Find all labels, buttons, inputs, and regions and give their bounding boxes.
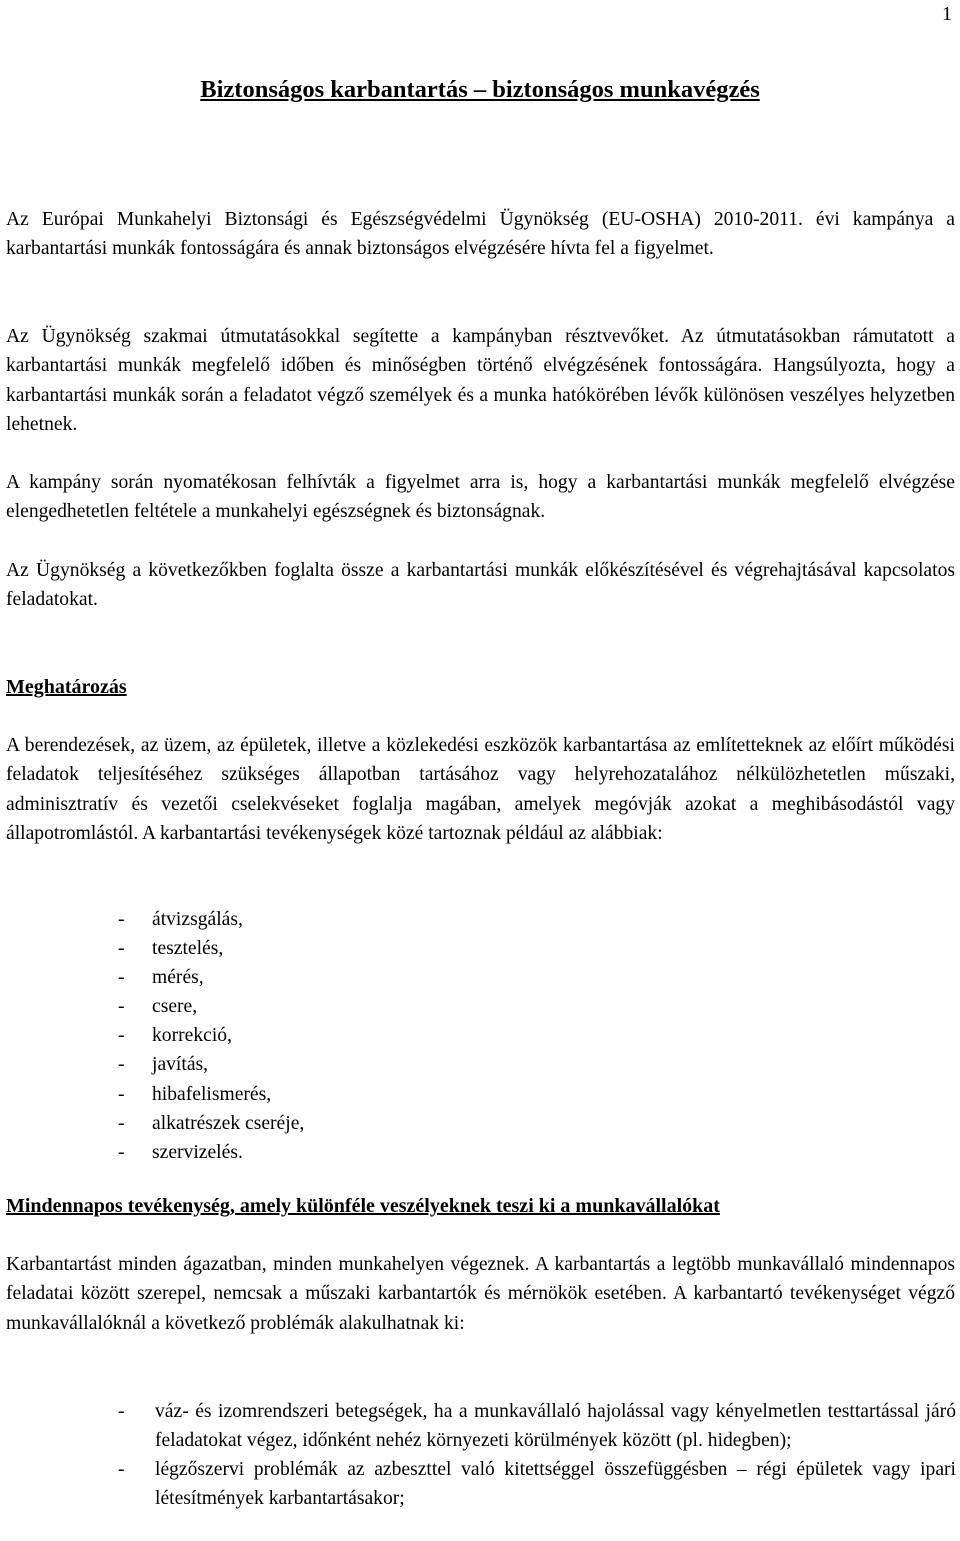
list-dash: -	[118, 996, 125, 1018]
list-item-text: korrekció,	[152, 1025, 232, 1047]
maintenance-activities-list	[118, 905, 304, 1167]
list-item	[118, 1080, 304, 1109]
intro-paragraph-3: A kampány során nyomatékosan felhívták a figyelmet arra is, hogy a karbantartási munkák megfelelő elvégzése elengedhetetlen feltétele a munkahelyi egészségnek és biztonságnak.	[6, 472, 955, 523]
daily-activity-heading: Mindennapos tevékenység, amely különféle veszélyeknek teszi ki a munkavállalókat	[6, 1195, 720, 1217]
list-item	[118, 934, 304, 963]
problems-list	[118, 1397, 956, 1513]
list-dash: -	[118, 1141, 125, 1163]
page-number: 1	[942, 3, 952, 25]
definition-paragraph: A berendezések, az üzem, az épületek, illetve a közlekedési eszközök karbantartása az említetteknek az előírt működési feladatok teljesítéséhez szükséges állapotban tartásához vagy helyrehozatalához nélkülözhetetlen műszaki, adminisztratív és vezetői cselekvéseket foglalja magában, amelyek megóvják azokat a meghibásodástól vagy állapotromlástól. A karbantartási tevékenységek közé tartoznak például az alábbiak:	[6, 735, 955, 844]
list-item	[118, 1455, 956, 1513]
list-dash: -	[118, 909, 125, 930]
list-item-text: csere,	[152, 996, 198, 1018]
list-item	[118, 1050, 304, 1079]
intro-paragraph-4: Az Ügynökség a következőkben foglalta össze a karbantartási munkák előkészítésével és végrehajtásával kapcsolatos feladatokat.	[6, 560, 955, 611]
list-item-text: alkatrészek cseréje,	[152, 1112, 305, 1134]
intro-paragraph-2: Az Ügynökség szakmai útmutatásokkal segítette a kampányban résztvevőket. Az útmutatásokban rámutatott a karbantartási munkák megfelelő időben és minőségben történő elvégzésének fontosságára. Hangsúlyozta, hogy a karbantartási munkák során a feladatot végző személyek és a munka hatókörében lévők különösen veszélyes helyzetben lehetnek.	[6, 326, 955, 435]
list-item-text: szervizelés.	[152, 1141, 243, 1163]
list-dash: -	[118, 1025, 125, 1047]
list-item	[118, 1021, 304, 1050]
list-item	[118, 905, 304, 934]
list-item-text: tesztelés,	[152, 938, 224, 960]
list-item-text: javítás,	[152, 1054, 209, 1076]
list-item-text: váz- és izomrendszeri betegségek, ha a munkavállaló hajolással vagy kényelmetlen testtartással járó feladatokat végez, időnként nehéz környezeti körülmények között (pl. hidegben);	[155, 1401, 956, 1452]
list-item	[118, 1397, 956, 1455]
list-item-text: hibafelismerés,	[152, 1083, 272, 1105]
list-item-text: légzőszervi problémák az azbeszttel való kitettséggel összefüggésben – régi épületek vagy ipari létesítmények karbantartásakor;	[155, 1459, 956, 1510]
list-item-text: mérés,	[152, 967, 204, 989]
list-dash: -	[118, 938, 125, 960]
document-title: Biztonságos karbantartás – biztonságos munkavégzés	[200, 76, 760, 103]
list-dash: -	[118, 1459, 125, 1481]
list-dash: -	[118, 1054, 125, 1076]
daily-activity-paragraph: Karbantartást minden ágazatban, minden munkahelyen végeznek. A karbantartás a legtöbb munkavállaló mindennapos feladatai között szerepel, nemcsak a műszaki karbantartók és mérnökök esetében. A karbantartó tevékenységet végző munkavállalóknál a következő problémák alakulhatnak ki:	[6, 1254, 955, 1334]
list-item	[118, 963, 304, 992]
list-item	[118, 992, 304, 1021]
list-dash: -	[118, 1112, 125, 1134]
list-dash: -	[118, 1083, 125, 1105]
list-item-text: átvizsgálás,	[152, 909, 243, 930]
list-item	[118, 1109, 304, 1138]
list-item	[118, 1138, 304, 1167]
intro-paragraph-1: Az Európai Munkahelyi Biztonsági és Egészségvédelmi Ügynökség (EU-OSHA) 2010-2011. évi kampánya a karbantartási munkák fontosságára és annak biztonságos elvégzésére hívta fel a figyelmet.	[6, 209, 955, 260]
list-dash: -	[118, 1401, 125, 1422]
definition-heading: Meghatározás	[6, 676, 127, 698]
list-dash: -	[118, 967, 125, 989]
